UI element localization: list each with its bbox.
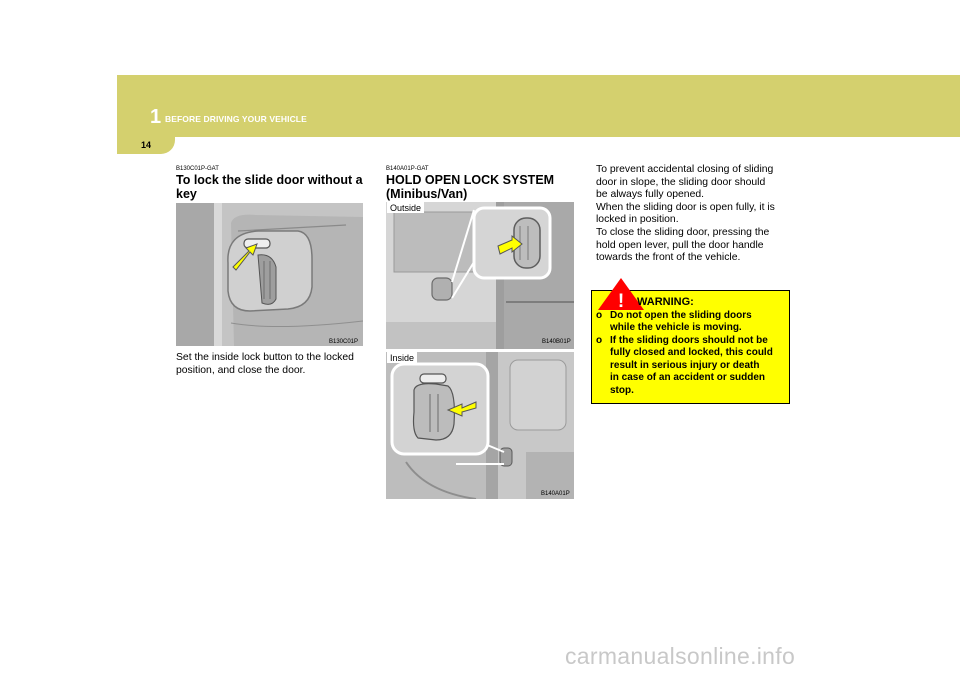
header-band [117, 75, 960, 137]
body-text-left-line1: Set the inside lock button to the locked [176, 352, 354, 363]
section-title-middle [386, 173, 554, 201]
body-text-right-line: door in slope, the sliding door should [596, 176, 766, 188]
warning-item-1-line: Do not open the sliding doors [610, 310, 752, 321]
body-text-right-line: To prevent accidental closing of sliding [596, 164, 774, 175]
warning-item-2-line: stop. [610, 384, 634, 396]
warning-item-1-line: while the vehicle is moving. [610, 322, 742, 334]
section-title-left-line2: key [176, 187, 197, 201]
figure-inside-lock-button [176, 203, 363, 346]
warning-bullet: o [596, 310, 603, 321]
figure-outside-handle [386, 202, 574, 349]
body-text-right-line: hold open lever, pull the door handle [596, 239, 764, 251]
section-title-middle-line2: (Minibus/Van) [386, 187, 468, 201]
warning-item-2-line: result in serious injury or death [610, 359, 760, 371]
warning-bullet: o [596, 335, 603, 346]
section-code-left: B130C01P-GAT [176, 166, 219, 172]
figure-inside-handle [386, 352, 574, 499]
figure-caption-outside: B140B01P [542, 339, 571, 345]
page-number: 14 [141, 140, 152, 150]
figure-caption-inside: B140A01P [541, 491, 570, 497]
body-text-right-line: be always fully opened. [596, 189, 705, 201]
warning-exclamation: ! [617, 291, 625, 311]
section-title-left [176, 173, 363, 201]
warning-item-2-line: If the sliding doors should not be [610, 335, 768, 346]
figure-caption-left: B130C01P [329, 339, 359, 345]
body-text-right-line: towards the front of the vehicle. [596, 252, 741, 264]
warning-item-2-line: in case of an accident or sudden [610, 372, 766, 384]
outside-handle-illustration [386, 202, 574, 349]
warning-item-2-line: fully closed and locked, this could [610, 347, 773, 359]
body-text-right-line: When the sliding door is open fully, it is [596, 201, 775, 213]
body-text-right-line: locked in position. [596, 214, 679, 226]
body-text-left-line2: position, and close the door. [176, 364, 306, 376]
body-text-right [596, 164, 792, 265]
section-title-left-line1: To lock the slide door without a [176, 173, 363, 187]
section-title-middle-line1: HOLD OPEN LOCK SYSTEM [386, 173, 555, 187]
section-code-middle: B140A01P-GAT [386, 166, 429, 172]
body-text-right-line: To close the sliding door, pressing the [596, 226, 770, 238]
inside-handle-illustration [386, 352, 574, 499]
inside-lock-illustration [176, 203, 363, 346]
body-text-left [176, 352, 366, 377]
warning-title: WARNING: [637, 296, 694, 308]
watermark: carmanualsonline.info [565, 643, 796, 669]
figure-label-outside: Outside [387, 202, 424, 213]
figure-label-inside: Inside [387, 352, 417, 363]
chapter-number: 1 [150, 106, 162, 128]
chapter-title: BEFORE DRIVING YOUR VEHICLE [165, 114, 307, 124]
